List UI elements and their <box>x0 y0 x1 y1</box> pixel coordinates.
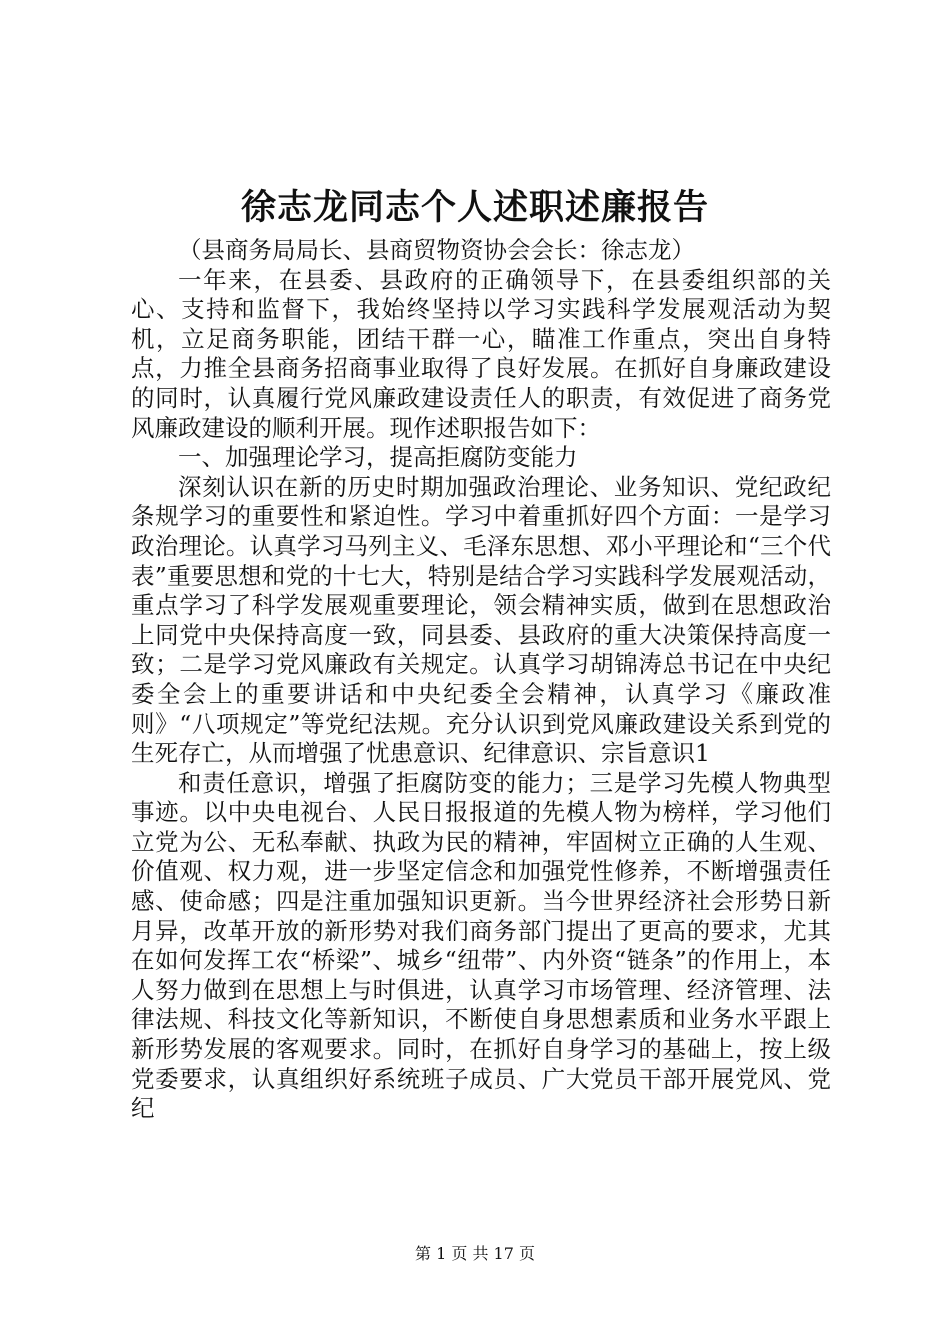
page-number: 第 1 页 共 17 页 <box>415 1244 535 1263</box>
document-title: 徐志龙同志个人述职述廉报告 <box>240 187 709 228</box>
author-line: （县商务局局长、县商贸物资协会会长：徐志龙） <box>178 236 695 264</box>
intro-paragraph: 一年来，在县委、县政府的正确领导下，在县委组织部的关心、支持和监督下，我始终坚持以学习实践科学发展观活动为契机，立足商务职能，团结干群一心，瞄准工作重点，突出自身特点，力推全县商务招商事业取得了良好发展。在抓好自身廉政建设的同时，认真履行党风廉政建设责任人的职责，有效促进了商务党风廉政建设的顺利开展。现作述职报告如下： <box>131 265 831 442</box>
body-paragraph: 和责任意识，增强了拒腐防变的能力；三是学习先模人物典型事迹。以中央电视台、人民日报报道的先模人物为榜样，学习他们立党为公、无私奉献、执政为民的精神，牢固树立正确的人生观、价值观、权力观，进一步坚定信念和加强党性修养，不断增强责任感、使命感；四是注重加强知识更新。当今世界经济社会形势日新月异，改革开放的新形势对我们商务部门提出了更高的要求，尤其在如何发挥工农“桥梁”、城乡“纽带”、内外资“链条”的作用上，本人努力做到在思想上与时俱进，认真学习市场管理、经济管理、法律法规、科技文化等新知识，不断使自身思想素质和业务水平跟上新形势发展的客观要求。同时，在抓好自身学习的基础上，按上级党委要求，认真组织好系统班子成员、广大党员干部开展党风、党纪 <box>131 768 831 1123</box>
section-heading: 一、加强理论学习，提高拒腐防变能力 <box>178 443 578 472</box>
body-paragraph: 深刻认识在新的历史时期加强政治理论、业务知识、党纪政纪条规学习的重要性和紧迫性。学习中着重抓好四个方面：一是学习政治理论。认真学习马列主义、毛泽东思想、邓小平理论和“三个代表”重要思想和党的十七大，特别是结合学习实践科学发展观活动，重点学习了科学发展观重要理论，领会精神实质，做到在思想政治上同党中央保持高度一致，同县委、县政府的重大决策保持高度一致；二是学习党风廉政有关规定。认真学习胡锦涛总书记在中央纪委全会上的重要讲话和中央纪委全会精神，认真学习《廉政准则》“八项规定”等党纪法规。充分认识到党风廉政建设关系到党的生死存亡，从而增强了忧患意识、纪律意识、宗旨意识1 <box>131 472 831 768</box>
document-body <box>131 236 831 1124</box>
